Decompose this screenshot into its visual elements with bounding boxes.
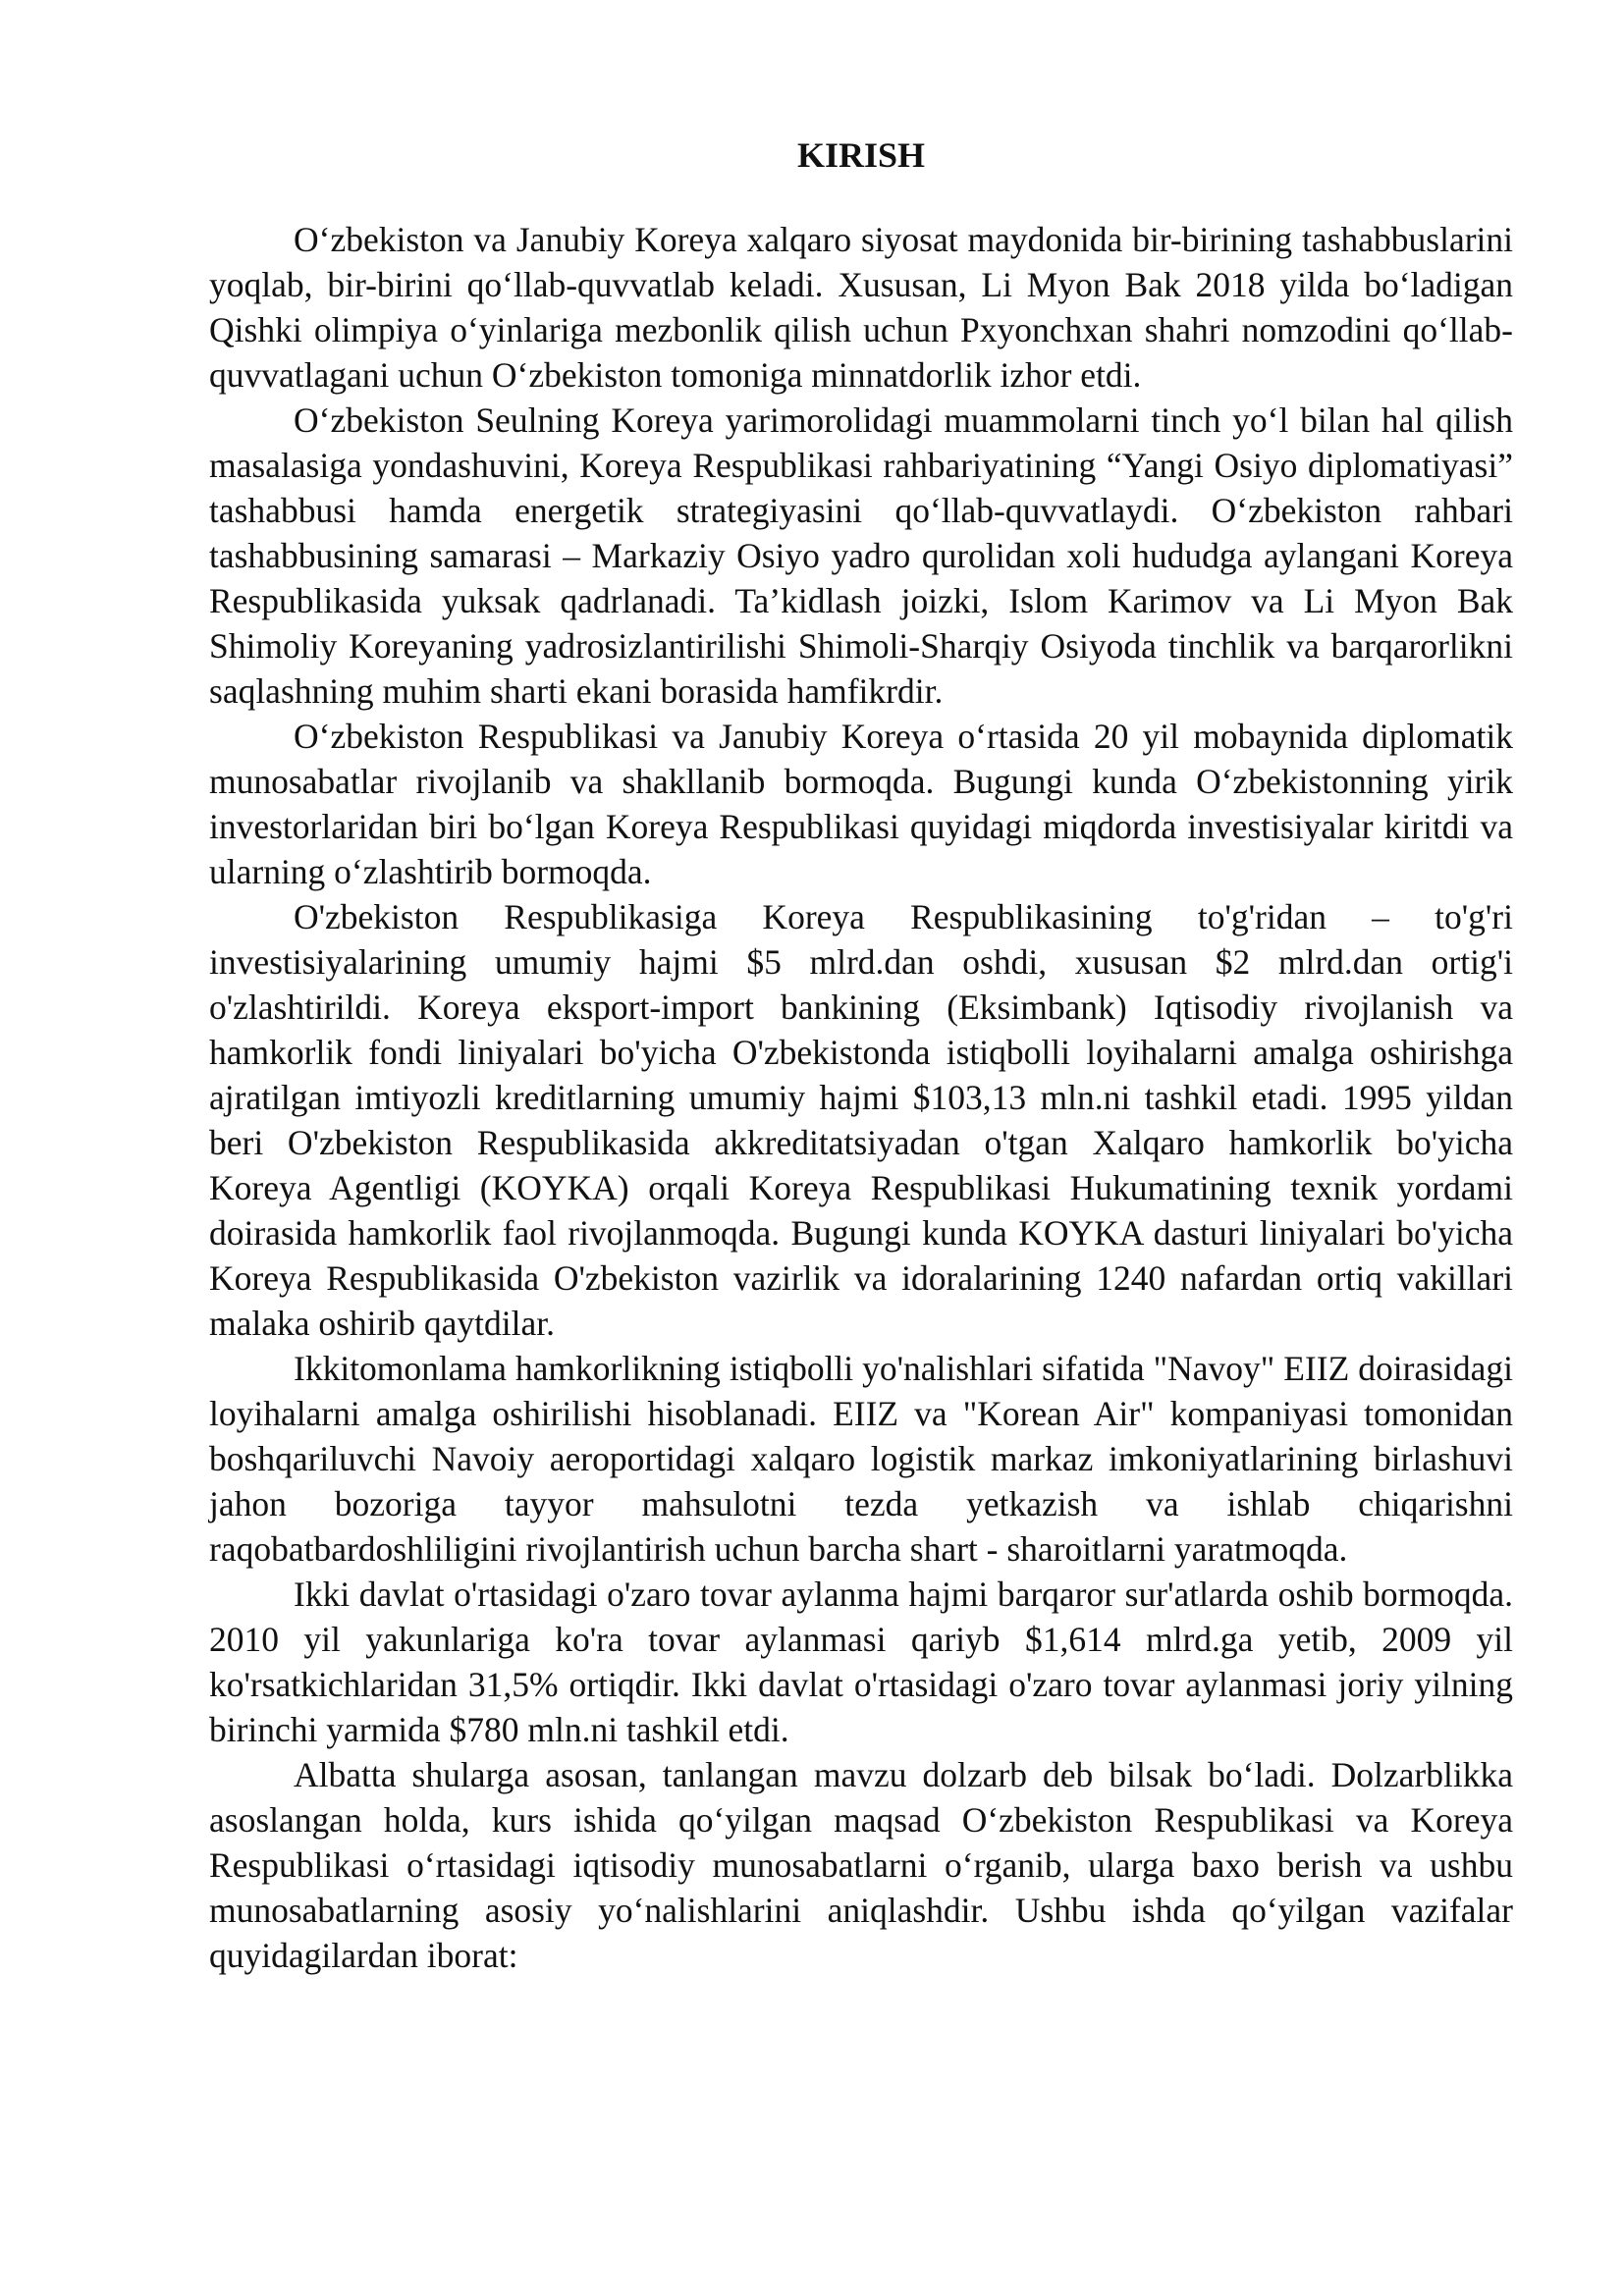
paragraph-2: O‘zbekiston Seulning Koreya yarimorolidagi muammolarni tinch yo‘l bilan hal qilish masalasiga yondashuvini, Koreya Respublikasi rahbariyatining “Yangi Osiyo diplomatiyasi” tashabbusi hamda energetik strategiyasini qo‘llab-quvvatlaydi. O‘zbekiston rahbari tashabbusining samarasi – Markaziy Osiyo yadro qurolidan xoli hududga aylangani Koreya Respublikasida yuksak qadrlanadi. Ta’kidlash joizki, Islom Karimov va Li Myon Bak Shimoliy Koreyaning yadrosizlantirilishi Shimoli-Sharqiy Osiyoda tinchlik va barqarorlikni saqlashning muhim sharti ekani borasida hamfikrdir. — [209, 400, 1513, 711]
paragraph-5: Ikkitomonlama hamkorlikning istiqbolli yo'nalishlari sifatida "Navoy" EIIZ doirasidagi loyihalarni amalga oshirilishi hisoblanadi. EIIZ va "Korean Air" kompaniyasi tomonidan boshqariluvchi Navoiy aeroportidagi xalqaro logistik markaz imkoniyatlarining birlashuvi jahon bozoriga tayyor mahsulotni tezda yetkazish va ishlab chiqarishni raqobatbardoshliligini rivojlantirish uchun barcha shart - sharoitlarni yaratmoqda. — [209, 1349, 1513, 1569]
paragraph-7: Albatta shularga asosan, tanlangan mavzu dolzarb deb bilsak bo‘ladi. Dolzarblikka asoslangan holda, kurs ishida qo‘yilgan maqsad O‘zbekiston Respublikasi va Koreya Respublikasi o‘rtasidagi iqtisodiy munosabatlarni o‘rganib, ularga baxo berish va ushbu munosabatlarning asosiy yo‘nalishlarini aniqlashdir. Ushbu ishda qo‘yilgan vazifalar quyidagilardan iborat: — [209, 1755, 1513, 1975]
document-body — [209, 133, 1513, 1978]
paragraph-6: Ikki davlat o'rtasidagi o'zaro tovar aylanma hajmi barqaror sur'atlarda oshib bormoqda. 2010 yil yakunlariga ko'ra tovar aylanmasi qariyb $1,614 mlrd.ga yetib, 2009 yil ko'rsatkichlaridan 31,5% ortiqdir. Ikki davlat o'rtasidagi o'zaro tovar aylanmasi joriy yilning birinchi yarmida $780 mln.ni tashkil etdi. — [209, 1575, 1513, 1749]
paragraph-3: O‘zbekiston Respublikasi va Janubiy Koreya o‘rtasida 20 yil mobaynida diplomatik munosabatlar rivojlanib va shakllanib bormoqda. Bugungi kunda O‘zbekistonning yirik investorlaridan biri bo‘lgan Koreya Respublikasi quyidagi miqdorda investisiyalar kiritdi va ularning o‘zlashtirib bormoqda. — [209, 717, 1513, 891]
paragraph-4: O'zbekiston Respublikasiga Koreya Respublikasining to'g'ridan – to'g'ri investisiyalarining umumiy hajmi $5 mlrd.dan oshdi, xususan $2 mlrd.dan ortig'i o'zlashtirildi. Koreya eksport-import bankining (Eksimbank) Iqtisodiy rivojlanish va hamkorlik fondi liniyalari bo'yicha O'zbekistonda istiqbolli loyihalarni amalga oshirishga ajratilgan imtiyozli kreditlarning umumiy hajmi $103,13 mln.ni tashkil etadi. 1995 yildan beri O'zbekiston Respublikasida akkreditatsiyadan o'tgan Xalqaro hamkorlik bo'yicha Koreya Agentligi (KOYKA) orqali Koreya Respublikasi Hukumatining texnik yordami doirasida hamkorlik faol rivojlanmoqda. Bugungi kunda KOYKA dasturi liniyalari bo'yicha Koreya Respublikasida O'zbekiston vazirlik va idoralarining 1240 nafardan ortiq vakillari malaka oshirib qaytdilar. — [209, 897, 1513, 1343]
paragraph-1: O‘zbekiston va Janubiy Koreya xalqaro siyosat maydonida bir-birining tashabbuslarini yoqlab, bir-birini qo‘llab-quvvatlab keladi. Xususan, Li Myon Bak 2018 yilda bo‘ladigan Qishki olimpiya o‘yinlariga mezbonlik qilish uchun Pxyonchxan shahri nomzodini qo‘llab-quvvatlagani uchun O‘zbekiston tomoniga minnatdorlik izhor etdi. — [209, 220, 1513, 395]
page-title: KIRISH — [796, 135, 926, 175]
